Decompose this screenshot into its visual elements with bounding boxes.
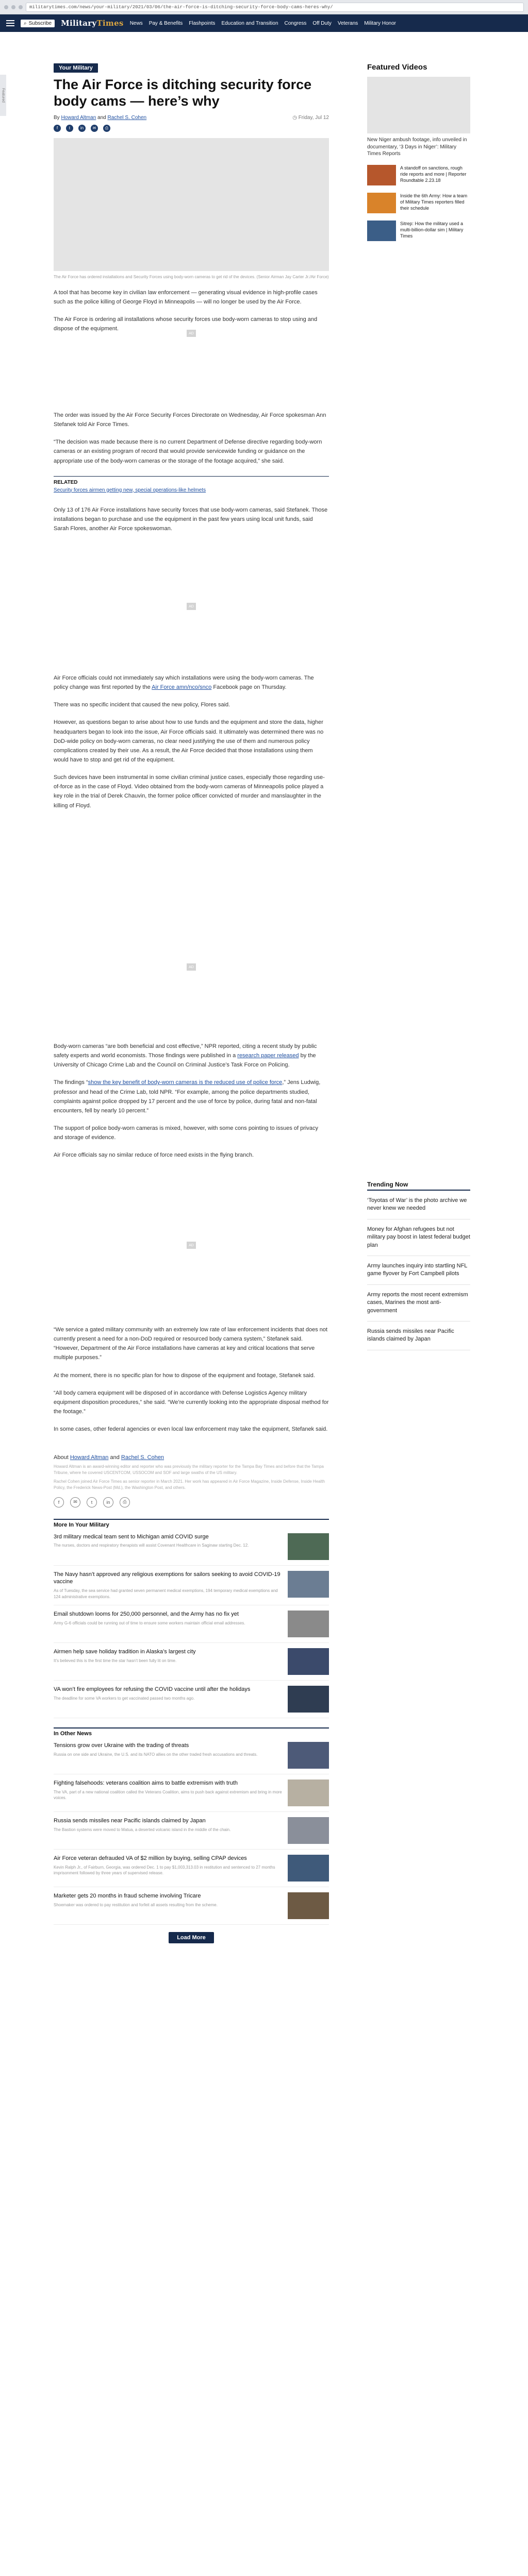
story-description: Kevin Ralph Jr., of Fairburn, Georgia, was ordered Dec. 1 to pay $1,003,313.03 in restitution and sentenced to 27 months imprisonment followed by three years of supervised release. (54, 1865, 275, 1875)
paragraph: Air Force officials say no similar reduce of force need exists in the flying branch. (54, 1152, 254, 1159)
story-title[interactable]: The Navy hasn’t approved any religious exemptions for sailors seeking to avoid COVID-19 vaccine (54, 1571, 280, 1585)
story-item[interactable] (54, 1737, 329, 1774)
trending-title: Trending Now (367, 1181, 470, 1191)
side-tab[interactable]: Featured (0, 75, 6, 116)
trending-item[interactable] (367, 1219, 470, 1256)
trending-title[interactable]: Russia sends missiles near Pacific islands claimed by Japan (367, 1328, 454, 1343)
byline-and: and (97, 114, 106, 121)
featured-video-title[interactable]: Inside the 6th Army: How a team of Military Times reporters filled their schedule (400, 193, 468, 211)
story-title[interactable]: Airmen help save holiday tradition in Alaska’s largest city (54, 1648, 196, 1655)
paragraph: “We service a gated military community with an extremely low rate of law enforcement incidents that does not currently present a need for a non-DoD required or resourced body camera system,” Stefanek said. “However, Department of the Air Force installations have cameras at key and critical locations that serve multiple purposes.” (54, 1327, 328, 1361)
nav-links (130, 21, 396, 26)
story-item[interactable] (54, 1528, 329, 1566)
story-text (54, 1855, 283, 1882)
story-title[interactable]: Air Force veteran defrauded VA of $2 million by buying, selling CPAP devices (54, 1855, 247, 1861)
featured-title: Featured Videos (367, 63, 427, 72)
featured-video-title[interactable]: Sitrep: How the military used a multi-billion-dollar sim | Military Times (400, 221, 464, 239)
section-heading: In Other News (54, 1727, 329, 1737)
trending-item[interactable] (367, 1256, 470, 1285)
section-tag[interactable]: Your Military (54, 63, 98, 73)
story-description: It’s believed this is the first time the star hasn’t been fully lit on time. (54, 1658, 177, 1663)
paragraph: At the moment, there is no specific plan for how to dispose of the equipment and footage, Stefanek said. (54, 1372, 315, 1379)
author-share-bar (54, 1497, 329, 1507)
paragraph: A tool that has become key in civilian law enforcement — generating visual evidence in high-profile cases such as the police killing of George Floyd in Minneapolis — will no longer be used by the Air Force. (54, 289, 318, 306)
story-title[interactable]: Email shutdown looms for 250,000 personnel, and the Army has no fix yet (54, 1611, 239, 1617)
article-continued (54, 673, 329, 810)
story-item[interactable] (54, 1774, 329, 1812)
video-thumbnail[interactable] (367, 193, 396, 213)
story-text (54, 1648, 196, 1675)
section-heading: More In Your Military (54, 1519, 329, 1528)
search-icon: ⌕ (24, 20, 27, 26)
paragraph: The findings “show the key benefit of body-worn cameras is the reduced use of police force,” Jens Ludwig, professor and head of the Crime Lab, told NPR. “For example, among the police departments studied, complaints against police dropped by 17 percent and the use of force by police, during fatal and non-fatal encounters, fell by nearly 10 percent.” (54, 1079, 321, 1114)
related-box (54, 476, 329, 493)
story-title[interactable]: Russia sends missiles near Pacific islands claimed by Japan (54, 1817, 206, 1824)
trending-title[interactable]: Army launches inquiry into startling NFL game flyover by Fort Campbell pilots (367, 1262, 468, 1277)
story-description: As of Tuesday, the sea service had granted seven permanent medical exemptions, 194 temporary medical exemptions and 124 administrative exemptions. (54, 1588, 278, 1599)
ad-slot (54, 913, 329, 1021)
story-title[interactable]: Tensions grow over Ukraine with the trading of threats (54, 1742, 189, 1749)
story-text (54, 1742, 257, 1769)
byline (54, 115, 329, 121)
share-bar (54, 125, 329, 132)
paragraph: Such devices have been instrumental in some civilian criminal justice cases, especially those regarding use-of-force as in the case of Floyd. Video obtained from the body-worn cameras of Minneapolis police played a key role in the trial of Derek Chauvin, the former police officer convicted of murder and manslaughter in the killing of Floyd. (54, 774, 325, 809)
story-thumbnail[interactable] (288, 1571, 329, 1598)
featured-video-item[interactable] (367, 165, 470, 185)
story-text (54, 1533, 249, 1560)
nav-link[interactable]: Flashpoints (189, 20, 216, 26)
paragraph: Only 13 of 176 Air Force installations have security forces that use body-worn cameras, said Stefanek. Those installations began to purchase and use the equipment in the past few years using local unit funds, said Sarah Flores, another Air Force spokeswoman. (54, 506, 328, 532)
paragraph: The order was issued by the Air Force Security Forces Directorate on Wednesday, Air Force spokesman Ann Stefanek told Air Force Times. (54, 412, 326, 428)
story-item[interactable] (54, 1605, 329, 1643)
story-text (54, 1780, 283, 1806)
paragraph: However, as questions began to arise about how to use funds and the equipment and store the data, higher headquarters began to look into the issue, Air Force officials said. It ultimately was determined there was no DoD-wide policy on body-worn cameras, no clear need justifying the use of them and numerous policy complications created by their use. As a result, the Air Force decided that those installations using them would have to stop and get rid of the equipment. (54, 719, 324, 763)
story-text (54, 1611, 245, 1637)
nav-link[interactable]: Veterans (337, 20, 358, 26)
paragraph: In some cases, other federal agencies or even local law enforcement may take the equipment, Stefanek said. (54, 1426, 328, 1433)
paragraph: The support of police body-worn cameras is mixed, however, with some cons pointing to issues of privacy and storage of evidence. (54, 1125, 318, 1141)
story-item[interactable] (54, 1681, 329, 1718)
featured-videos (367, 63, 470, 241)
trending-item[interactable] (367, 1285, 470, 1321)
research-paper-link[interactable]: research paper released (237, 1053, 299, 1059)
story-thumbnail[interactable] (288, 1611, 329, 1637)
in-other-news (54, 1727, 329, 1925)
story-thumbnail[interactable] (288, 1892, 329, 1919)
story-text (54, 1571, 283, 1600)
ad-icon: AD (187, 603, 196, 610)
email-icon[interactable]: ✉ (70, 1497, 80, 1507)
trending-item[interactable] (367, 1321, 470, 1350)
paragraph: There was no specific incident that caused the new policy, Flores said. (54, 702, 230, 708)
story-thumbnail[interactable] (288, 1817, 329, 1844)
nav-link[interactable]: Off Duty (312, 20, 332, 26)
story-title[interactable]: Marketer gets 20 months in fraud scheme involving Tricare (54, 1892, 201, 1899)
address-bar[interactable]: militarytimes.com/news/your-military/2021/03/06/the-air-force-is-ditching-security-force-body-cams-heres-why/ (26, 3, 524, 12)
linkedin-icon[interactable]: in (103, 1497, 113, 1507)
article-continued (54, 1042, 329, 1160)
print-icon[interactable]: ⎙ (103, 125, 110, 132)
email-icon[interactable]: ✉ (91, 125, 98, 132)
trending-title[interactable]: Money for Afghan refugees but not military pay boost in latest federal budget plan (367, 1226, 470, 1248)
story-description: The nurses, doctors and respiratory therapists will assist Covenant Healthcare in Saginaw starting Dec. 12. (54, 1543, 249, 1548)
menu-icon[interactable] (6, 20, 14, 26)
video-thumbnail[interactable] (367, 165, 396, 185)
hero-image (54, 138, 329, 271)
story-text (54, 1686, 250, 1713)
facebook-icon[interactable]: f (54, 1497, 64, 1507)
story-description: The Bastion systems were moved to Matua, a deserted volcanic island in the middle of the chain. (54, 1827, 231, 1832)
headline: The Air Force is ditching security force body cams — here’s why (54, 77, 312, 109)
featured-video-item[interactable] (367, 193, 470, 213)
about-authors (54, 1454, 329, 1507)
ad-slot (54, 1191, 329, 1299)
story-thumbnail[interactable] (288, 1780, 329, 1806)
story-item[interactable] (54, 1566, 329, 1605)
trending-title[interactable]: ‘Toyotas of War’ is the photo archive we never knew we needed (367, 1197, 467, 1212)
clock-icon: ◷ (292, 114, 299, 121)
author-link[interactable]: Rachel S. Cohen (121, 1454, 164, 1461)
publish-date: ◷ Friday, Jul 12 (292, 114, 329, 121)
story-description: Russia on one side and Ukraine, the U.S. and its NATO allies on the other traded fresh accusations and threats. (54, 1752, 258, 1757)
findings-link[interactable]: show the key benefit of body-worn cameras is the reduced use of police force (88, 1079, 283, 1086)
subscribe-label: Subscribe (28, 20, 52, 26)
story-text (54, 1892, 218, 1919)
site-logo[interactable]: MilitaryTimes (61, 19, 124, 28)
video-thumbnail[interactable] (367, 221, 396, 241)
load-more-button[interactable]: Load More (169, 1932, 214, 1943)
story-title[interactable]: 3rd military medical team sent to Michigan amid COVID surge (54, 1533, 209, 1540)
author-link[interactable]: Howard Altman (70, 1454, 109, 1461)
byline-prefix: By (54, 114, 60, 121)
trending-title[interactable]: Army reports the most recent extremism cases, Marines the most anti-government (367, 1291, 468, 1314)
window-control-icon[interactable] (4, 5, 8, 9)
facebook-page-link[interactable]: Air Force amn/nco/snco (152, 684, 212, 691)
linkedin-icon[interactable]: in (78, 125, 86, 132)
story-text (54, 1817, 230, 1844)
related-label: RELATED (54, 479, 78, 485)
nav-link[interactable]: News (129, 20, 143, 26)
about-and: and (110, 1454, 120, 1461)
story-thumbnail[interactable] (288, 1648, 329, 1675)
twitter-icon[interactable]: t (87, 1497, 97, 1507)
window-control-icon[interactable] (11, 5, 15, 9)
trending-item[interactable] (367, 1191, 470, 1219)
ad-slot (54, 552, 329, 660)
paragraph: Air Force officials could not immediately say which installations were using the body-worn cameras. The policy change was first reported by the Air Force amn/nco/snco Facebook page on Thursday. (54, 675, 314, 691)
story-item[interactable] (54, 1812, 329, 1850)
story-thumbnail[interactable] (288, 1742, 329, 1769)
author-bio: Rachel Cohen joined Air Force Times as senior reporter in March 2021. Her work has appeared in Air Force Magazine, Inside Defense, Inside Health Policy, the Frederick News-Post (Md.), the Washington Post, and others. (54, 1479, 325, 1490)
featured-video-title[interactable]: A standoff on sanctions, rough ride reports and more | Reporter Roundtable 2.23.18 (400, 165, 467, 183)
story-description: The deadline for some VA workers to get vaccinated passed two months ago. (54, 1696, 195, 1701)
print-icon[interactable]: ⎙ (120, 1497, 130, 1507)
paragraph: “All body camera equipment will be disposed of in accordance with Defense Logistics Agency military equipment disposition procedures,” she said. “We’re currently looking into the appropriate disposal method for the footage.” (54, 1389, 329, 1415)
nav-link[interactable]: Congress (284, 20, 307, 26)
story-description: The VA, part of a new national coalition called the Veterans Coalition, aims to push back against extremism and bring in more voices. (54, 1789, 282, 1800)
ad-icon: AD (187, 1242, 196, 1249)
story-item[interactable] (54, 1887, 329, 1925)
story-thumbnail[interactable] (288, 1533, 329, 1560)
author-bio: Howard Altman is an award-winning editor and reporter who was previously the military reporter for the Tampa Bay Times and before that the Tampa Tribune, where he covered USCENTCOM, USSOCOM and SOF and large swaths of the US military. (54, 1464, 324, 1475)
ad-icon: AD (187, 963, 196, 971)
more-in-your-military (54, 1519, 329, 1718)
subscribe-button[interactable] (21, 20, 55, 27)
story-item[interactable] (54, 1643, 329, 1681)
video-player[interactable] (367, 77, 470, 133)
window-control-icon[interactable] (19, 5, 23, 9)
paragraph: “The decision was made because there is no current Department of Defense directive regarding body-worn cameras or an existing program of record that would provide servicewide funding or guidance on the appropriate use of the body-worn cameras or the storage of the footage acquired,” she said. (54, 439, 322, 464)
story-description: Army G-6 officials could be running out of time to ensure some workers maintain official email addresses. (54, 1620, 245, 1625)
site-navigation (0, 14, 528, 32)
author-link[interactable]: Rachel S. Cohen (107, 114, 147, 121)
ad-icon: AD (187, 330, 196, 337)
author-link[interactable]: Howard Altman (61, 114, 96, 121)
about-label: About (54, 1454, 69, 1461)
twitter-icon[interactable]: t (66, 125, 73, 132)
related-link[interactable]: Security forces airmen getting new, special operations-like helmets (54, 487, 206, 493)
article-continued (54, 1325, 329, 1943)
story-title[interactable]: VA won’t fire employees for refusing the COVID vaccine until after the holidays (54, 1686, 251, 1692)
video-caption[interactable]: New Niger ambush footage, info unveiled in documentary, ‘3 Days in Niger’: Military Times Reports (367, 137, 467, 157)
nav-link[interactable]: Military Honor (364, 20, 396, 26)
paragraph: The Air Force is ordering all installations whose security forces use body-worn cameras to stop using and dispose of the equipment. (54, 316, 318, 332)
browser-toolbar (0, 0, 528, 14)
featured-video-item[interactable] (367, 221, 470, 241)
nav-link[interactable]: Education and Transition (221, 20, 278, 26)
trending-now (367, 1181, 470, 1350)
ad-slot (54, 279, 329, 387)
story-thumbnail[interactable] (288, 1686, 329, 1713)
story-title[interactable]: Fighting falsehoods: veterans coalition aims to battle extremism with truth (54, 1780, 238, 1786)
image-caption: The Air Force has ordered installations and Security Forces using body-worn cameras to get rid of the devices. (Senior Airman Jay Carter Jr./Air Force) (54, 274, 329, 279)
article-continued (54, 411, 329, 533)
story-item[interactable] (54, 1850, 329, 1887)
story-description: Shoemaker was ordered to pay restitution and forfeit all assets resulting from the scheme. (54, 1902, 218, 1907)
facebook-icon[interactable]: f (54, 125, 61, 132)
story-thumbnail[interactable] (288, 1855, 329, 1882)
paragraph: Body-worn cameras “are both beneficial and cost effective,” NPR reported, citing a recent study by public safety experts and world economists. Those findings were published in a research paper released by the University of Chicago Crime Lab and the Council on Criminal Justice’s Task Force on Policing. (54, 1043, 317, 1069)
nav-link[interactable]: Pay & Benefits (148, 20, 183, 26)
